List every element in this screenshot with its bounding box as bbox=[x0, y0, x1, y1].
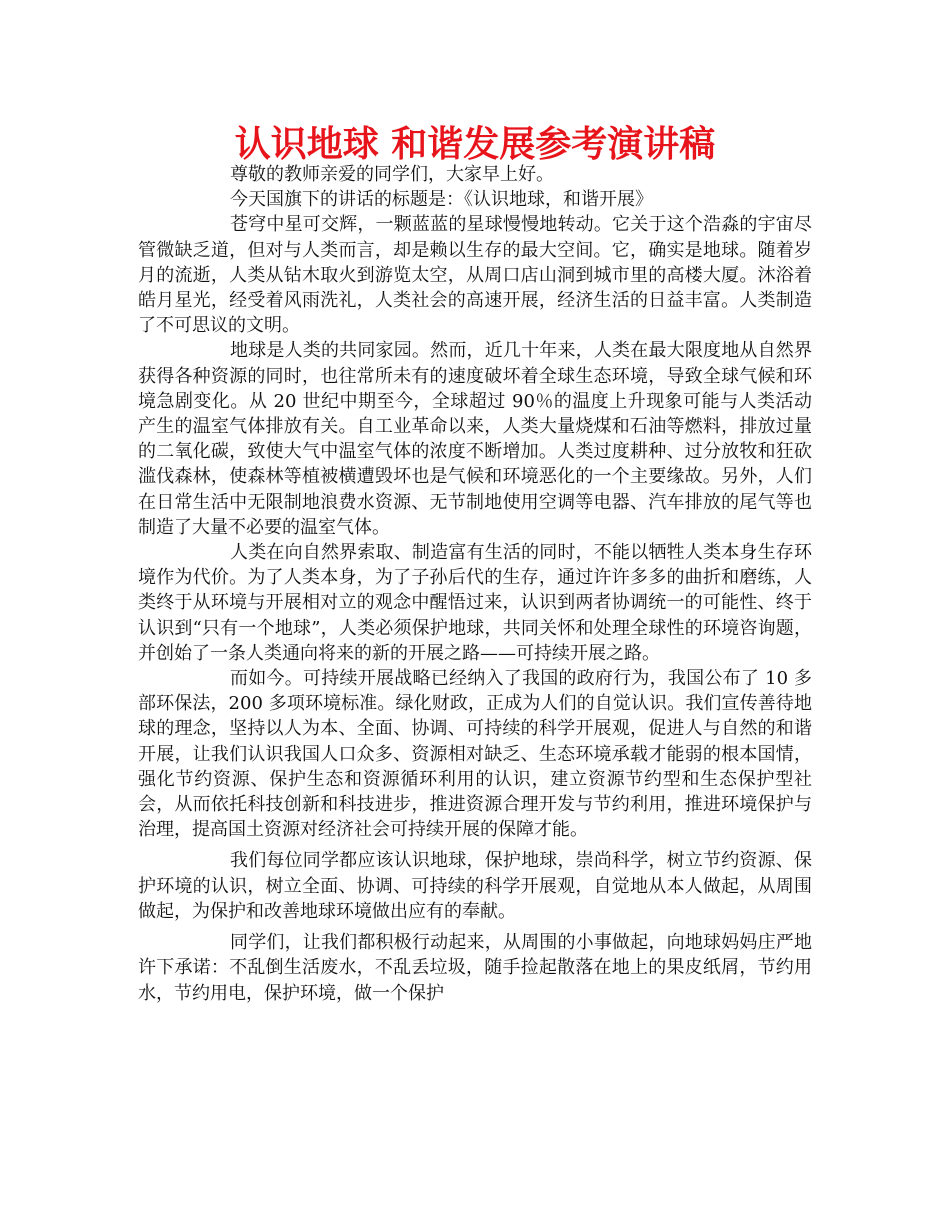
body-paragraph: 苍穹中星可交辉，一颗蓝蓝的星球慢慢地转动。它关于这个浩淼的宇宙尽管微缺乏道，但对与人类而言，却是赖以生存的最大空间。它，确实是地球。随着岁月的流逝，人类从钻木取火到游览太空，从周口店山洞到城市里的高楼大厦。沐浴着皓月星光，经受着风雨洗礼，人类社会的高速开展，经济生活的日益丰富。人类制造了不可思议的文明。 bbox=[138, 214, 812, 337]
topic-paragraph: 今天国旗下的讲话的标题是：《认识地球，和谐开展》 bbox=[230, 189, 653, 211]
body-paragraph: 人类在向自然界索取、制造富有生活的同时，不能以牺牲人类本身生存环境作为代价。为了人类本身，为了子孙后代的生存，通过许许多多的曲折和磨练，人类终于从环境与开展相对立的观念中醒悟过来，认识到两者协调统一的可能性、终于认识到“只有一个地球”，人类必须保护地球，共同关怀和处理全球性的环境咨询题，并创始了一条人类通向将来的新的开展之路——可持续开展之路。 bbox=[138, 542, 812, 664]
document-title: 认识地球 和谐发展参考演讲稿 bbox=[234, 124, 716, 165]
body-paragraph: 而如今。可持续开展战略已经纳入了我国的政府行为，我国公布了 10 多部环保法，200 多项环境标准。绿化财政，正成为人们的自觉认识。我们宣传善待地球的理念，坚持以人为本、全面、协调、可持续的科学开展观，促进人与自然的和谐开展，让我们认识我国人口众多、资源相对缺乏、生态环境承载才能弱的根本国情，强化节约资源、保护生态和资源循环利用的认识，建立资源节约型和生态保护型社会，从而依托科技创新和科技进步，推进资源合理开发与节约利用，推进环境保护与治理，提高国土资源对经济社会可持续开展的保障才能。 bbox=[138, 668, 812, 841]
body-paragraph: 地球是人类的共同家园。然而，近几十年来，人类在最大限度地从自然界获得各种资源的同时，也往常所未有的速度破坏着全球生态环境，导致全球气候和环境急剧变化。从 20 世纪中期至今，全球超过 90％的温度上升现象可能与人类活动产生的温室气体排放有关。自工业革命以来，人类大量烧煤和石油等燃料，排放过量的二氧化碳，致使大气中温室气体的浓度不断增加。人类过度耕种、过分放牧和狂砍滥伐森林，使森林等植被横遭毁坏也是气候和环境恶化的一个主要缘故。另外，人们在日常生活中无限制地浪费水资源、无节制地使用空调等电器、汽车排放的尾气等也制造了大量不必要的温室气体。 bbox=[138, 340, 812, 538]
body-paragraph: 我们每位同学都应该认识地球，保护地球，崇尚科学，树立节约资源、保护环境的认识，树立全面、协调、可持续的科学开展观，自觉地从本人做起，从周围做起，为保护和改善地球环境做出应有的奉献。 bbox=[138, 850, 812, 922]
document-body bbox=[138, 162, 812, 1006]
closing-paragraph: 同学们，让我们都积极行动起来，从周围的小事做起，向地球妈妈庄严地许下承诺：不乱倒生活废水，不乱丢垃圾，随手捡起散落在地上的果皮纸屑，节约用水，节约用电，保护环境，做一个保护 bbox=[138, 932, 812, 1004]
greeting-paragraph: 尊敬的教师亲爱的同学们，大家早上好。 bbox=[230, 164, 554, 185]
